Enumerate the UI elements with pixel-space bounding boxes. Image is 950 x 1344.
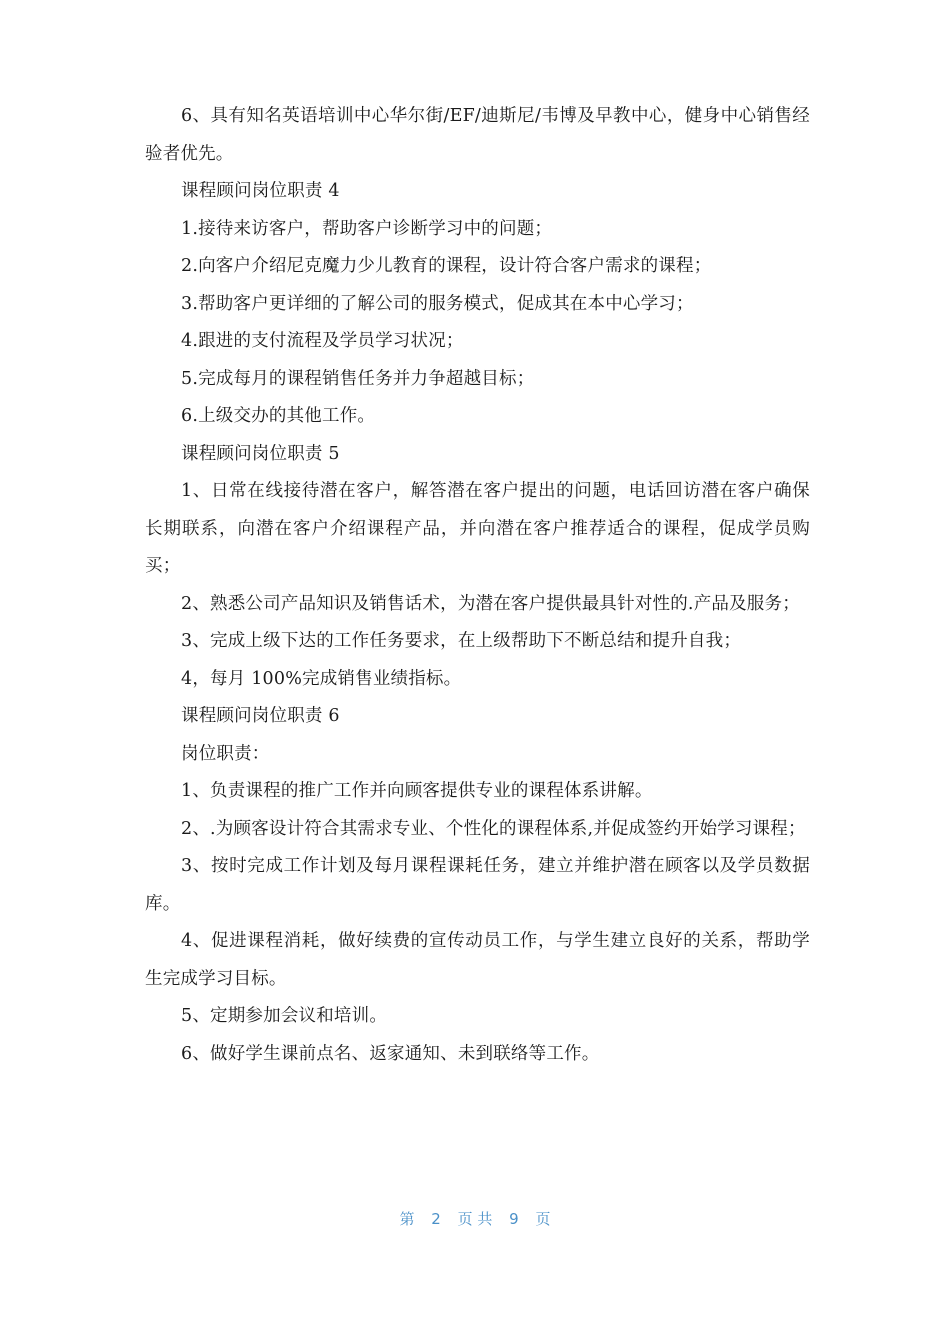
paragraph: 6、做好学生课前点名、返家通知、未到联络等工作。 — [181, 1043, 600, 1064]
paragraph: 3、按时完成工作计划及每月课程课耗任务，建立并维护潜在顾客以及学员数据库。 — [145, 856, 810, 914]
paragraph: 5.完成每月的课程销售任务并力争超越目标； — [181, 368, 535, 389]
paragraph: 3、完成上级下达的工作任务要求，在上级帮助下不断总结和提升自我； — [181, 631, 742, 651]
paragraph: 2.向客户介绍尼克魔力少儿教育的课程，设计符合客户需求的课程； — [181, 256, 712, 276]
footer-word-di: 第 — [399, 1210, 415, 1228]
document-body — [145, 98, 810, 1073]
footer-word-ye-gong: 页 共 — [457, 1210, 493, 1228]
section-heading: 课程顾问岗位职责 4 — [181, 181, 340, 201]
paragraph: 2、熟悉公司产品知识及销售话术，为潜在客户提供最具针对性的.产品及服务； — [181, 593, 800, 614]
paragraph: 6、具有知名英语培训中心华尔街/EF/迪斯尼/韦博及早教中心，健身中心销售经验者优先。 — [145, 106, 810, 164]
section-heading: 课程顾问岗位职责 6 — [181, 706, 340, 726]
paragraph: 1.接待来访客户，帮助客户诊断学习中的问题； — [181, 218, 553, 239]
paragraph: 1、负责课程的推广工作并向顾客提供专业的课程体系讲解。 — [181, 781, 653, 801]
subheading: 岗位职责： — [181, 743, 270, 764]
section-heading: 课程顾问岗位职责 5 — [181, 443, 340, 464]
paragraph: 6.上级交办的其他工作。 — [181, 406, 376, 426]
current-page-number: 2 — [431, 1210, 441, 1228]
paragraph: 4，每月 100%完成销售业绩指标。 — [181, 668, 462, 689]
page-footer — [0, 1208, 950, 1229]
footer-word-ye: 页 — [535, 1210, 551, 1228]
paragraph: 4.跟进的支付流程及学员学习状况； — [181, 331, 464, 351]
total-page-count: 9 — [509, 1210, 519, 1228]
paragraph: 4、促进课程消耗，做好续费的宣传动员工作，与学生建立良好的关系，帮助学生完成学习目标。 — [145, 931, 810, 989]
paragraph: 2、.为顾客设计符合其需求专业、个性化的课程体系,并促成签约开始学习课程； — [181, 818, 806, 839]
paragraph: 5、定期参加会议和培训。 — [181, 1006, 388, 1026]
paragraph: 1、日常在线接待潜在客户，解答潜在客户提出的问题，电话回访潜在客户确保长期联系，向潜在客户介绍课程产品，并向潜在客户推荐适合的课程，促成学员购买； — [145, 481, 810, 576]
paragraph: 3.帮助客户更详细的了解公司的服务模式，促成其在本中心学习； — [181, 293, 694, 314]
